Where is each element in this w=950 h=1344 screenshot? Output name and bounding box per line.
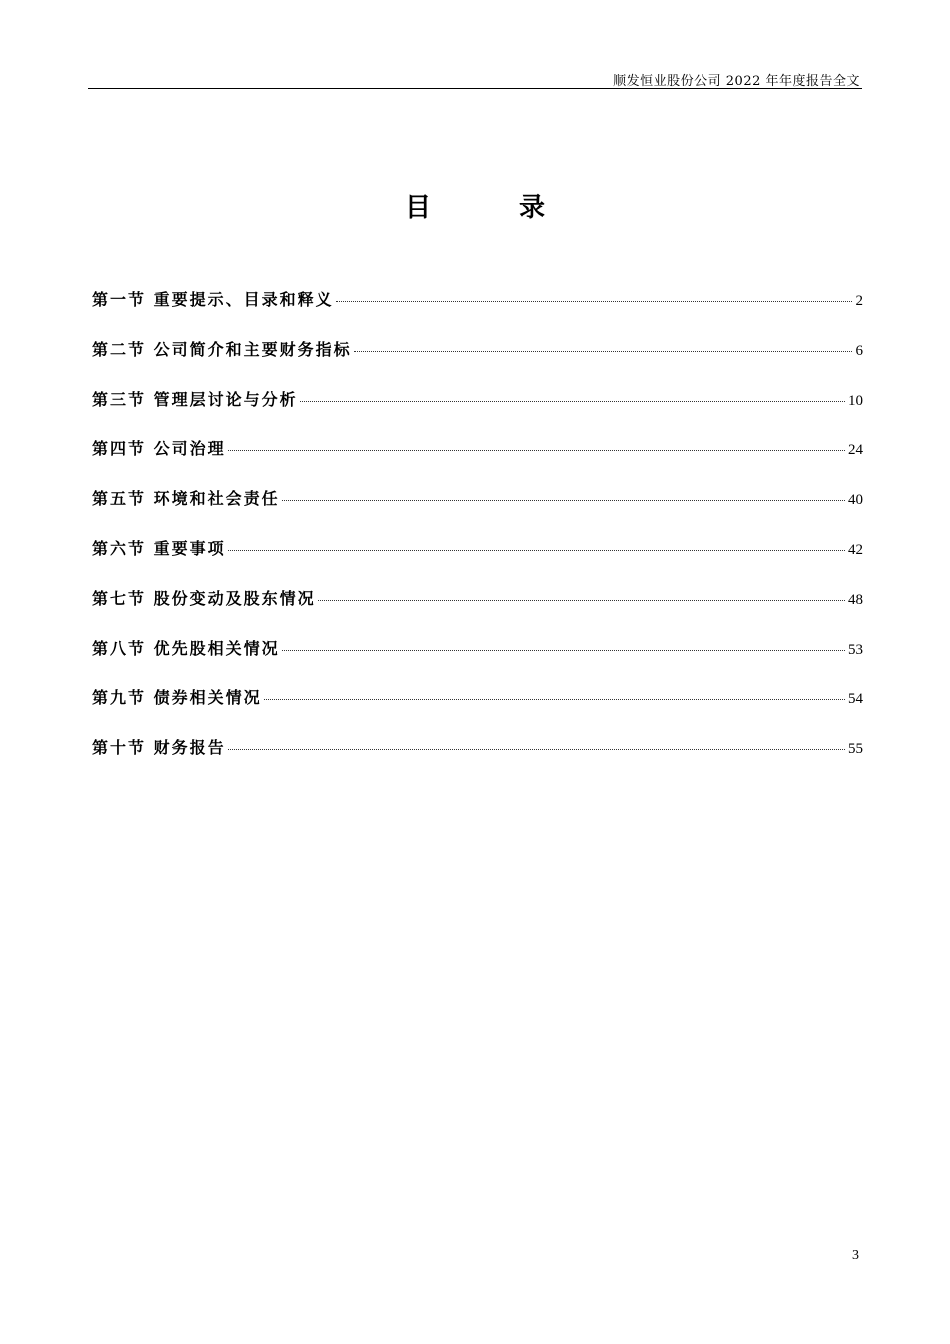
toc-title-char-1: 目 [404, 193, 431, 223]
toc-entry[interactable] [92, 684, 863, 734]
toc-entry-label: 第七节 股份变动及股东情况 [92, 588, 316, 608]
toc-entry[interactable] [92, 535, 863, 585]
toc-entry-page: 2 [855, 293, 863, 309]
toc-list [92, 286, 863, 784]
dot-leader [282, 500, 845, 501]
dot-leader [228, 450, 845, 451]
toc-entry-page: 53 [848, 641, 863, 658]
dot-leader [228, 749, 845, 750]
dot-leader [336, 301, 852, 302]
toc-entry-page: 55 [848, 741, 863, 758]
toc-entry[interactable] [92, 435, 863, 485]
dot-leader [354, 351, 852, 352]
dot-leader [264, 699, 845, 700]
toc-entry-page: 48 [848, 591, 863, 608]
toc-entry-page: 6 [855, 342, 863, 359]
toc-title [0, 190, 950, 226]
toc-entry-page: 42 [848, 541, 863, 558]
toc-entry-page: 24 [848, 442, 863, 459]
toc-entry[interactable] [92, 485, 863, 535]
running-header: 顺发恒业股份公司 2022 年年度报告全文 [613, 74, 860, 89]
toc-entry[interactable] [92, 734, 863, 784]
toc-entry[interactable] [92, 635, 863, 685]
toc-entry-label: 第八节 优先股相关情况 [92, 638, 280, 658]
toc-entry-page: 54 [848, 691, 863, 708]
toc-entry-label: 第九节 债券相关情况 [92, 688, 262, 708]
toc-entry[interactable] [92, 585, 863, 635]
toc-entry-label: 第二节 公司简介和主要财务指标 [92, 339, 352, 359]
page-number: 3 [852, 1248, 859, 1263]
toc-entry-label: 第五节 环境和社会责任 [92, 489, 280, 509]
toc-entry-label: 第一节 重要提示、目录和释义 [92, 290, 334, 309]
toc-entry[interactable] [92, 336, 863, 386]
toc-entry-page: 10 [848, 392, 863, 409]
dot-leader [282, 650, 845, 651]
toc-entry-label: 第六节 重要事项 [92, 538, 226, 558]
header-divider [88, 88, 862, 89]
dot-leader [318, 600, 845, 601]
toc-entry-label: 第十节 财务报告 [92, 738, 226, 758]
toc-entry[interactable] [92, 286, 863, 336]
toc-title-char-2: 录 [519, 193, 546, 223]
dot-leader [300, 401, 845, 402]
toc-entry-label: 第三节 管理层讨论与分析 [92, 389, 298, 409]
toc-entry-label: 第四节 公司治理 [92, 439, 226, 459]
toc-entry[interactable] [92, 386, 863, 436]
dot-leader [228, 550, 845, 551]
toc-entry-page: 40 [848, 492, 863, 509]
